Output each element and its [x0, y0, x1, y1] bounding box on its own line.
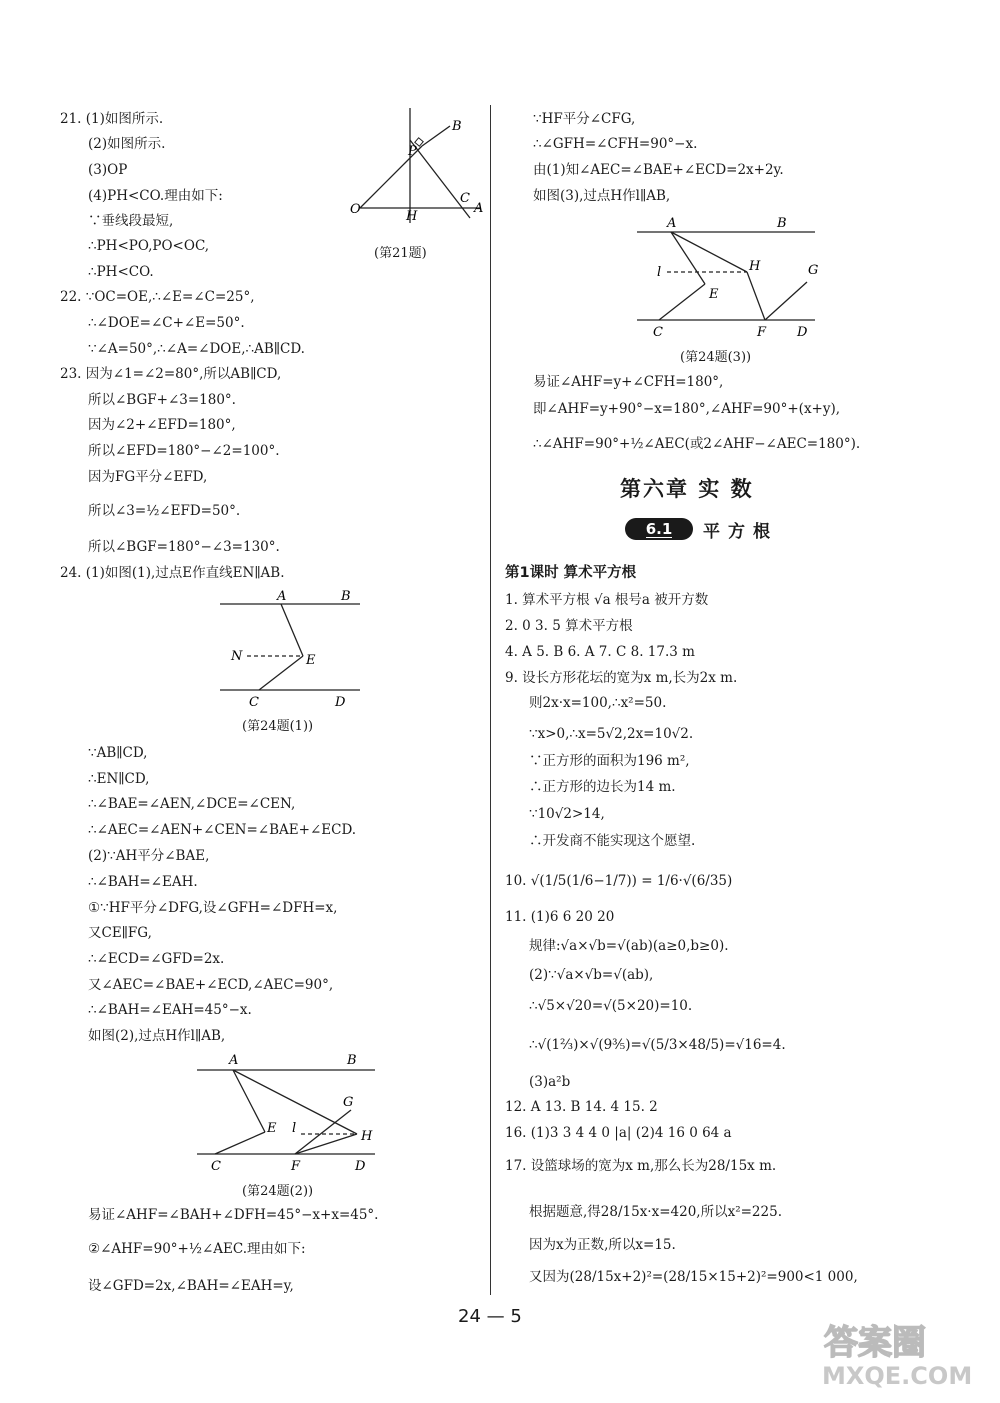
- answer-line: ②∠AHF=90°+½∠AEC.理由如下:: [88, 1241, 306, 1257]
- answer-line: ∴√(1⅔)×√(9⅗)=√(5/3×48/5)=√16=4.: [529, 1037, 786, 1053]
- svg-text:H: H: [406, 209, 418, 224]
- section-title: 平方根: [703, 522, 778, 542]
- answer-line: (3)a²b: [529, 1074, 571, 1090]
- page-number: 24 — 5: [458, 1306, 522, 1327]
- answer-line: 22. ∵OC=OE,∴∠E=∠C=25°,: [60, 289, 255, 305]
- answer-line: (4)PH<CO.理由如下:: [88, 188, 223, 204]
- answer-line: 又因为(28/15x+2)²=(28/15×15+2)²=900<1 000,: [529, 1269, 858, 1285]
- svg-text:A: A: [277, 590, 287, 604]
- svg-text:B: B: [777, 216, 787, 231]
- answer-line: 11. (1)6 6 20 20: [505, 909, 615, 925]
- watermark-top: 答案圈: [824, 1323, 926, 1363]
- answer-line: 根据题意,得28/15x·x=420,所以x²=225.: [529, 1204, 782, 1220]
- svg-text:l: l: [292, 1121, 297, 1136]
- answer-line: (2)∵AH平分∠BAE,: [88, 848, 210, 864]
- answer-line: 如图(3),过点H作l∥AB,: [533, 188, 671, 204]
- answer-line: ∴∠ECD=∠GFD=2x.: [88, 951, 225, 967]
- svg-text:E: E: [306, 653, 316, 668]
- answer-line: 2. 0 3. 5 算术平方根: [505, 618, 633, 634]
- answer-line: 由(1)知∠AEC=∠BAE+∠ECD=2x+2y.: [533, 162, 784, 178]
- svg-text:G: G: [343, 1095, 354, 1110]
- answer-line: ∴∠BAE=∠AEN,∠DCE=∠CEN,: [88, 796, 296, 812]
- answer-line: 4. A 5. B 6. A 7. C 8. 17.3 m: [505, 644, 695, 660]
- svg-text:A: A: [667, 216, 677, 231]
- answer-line: 因为FG平分∠EFD,: [88, 469, 208, 485]
- svg-text:C: C: [249, 695, 259, 710]
- answer-line: 所以∠EFD=180°−∠2=100°.: [88, 443, 280, 459]
- answer-line: 因为∠2+∠EFD=180°,: [88, 417, 236, 433]
- answer-line: ∴∠AHF=90°+½∠AEC(或2∠AHF−∠AEC=180°).: [533, 436, 861, 452]
- figure-24-2-caption: (第24题(2)): [242, 1184, 314, 1199]
- answer-line: ∵∠A=50°,∴∠A=∠DOE,∴AB∥CD.: [88, 341, 305, 357]
- svg-text:C: C: [460, 191, 470, 206]
- svg-text:C: C: [653, 325, 663, 340]
- answer-line: 12. A 13. B 14. 4 15. 2: [505, 1099, 658, 1115]
- answer-line: 又CE∥FG,: [88, 925, 152, 941]
- answer-line: 所以∠BGF=180°−∠3=130°.: [88, 539, 280, 555]
- answer-line: 所以∠3=½∠EFD=50°.: [88, 503, 241, 519]
- svg-text:F: F: [757, 325, 767, 340]
- figure-24-2: [195, 1050, 380, 1175]
- chapter-title: 第六章 实 数: [620, 477, 754, 501]
- answer-line: (2)∵√a×√b=√(ab),: [529, 967, 654, 983]
- answer-line: ∵HF平分∠CFG,: [533, 111, 636, 127]
- svg-text:E: E: [709, 287, 719, 302]
- answer-line: ∴正方形的边长为14 m.: [529, 779, 676, 795]
- answer-line: 10. √(1/5(1/6−1/7)) = 1/6·√(6/35): [505, 873, 733, 889]
- answer-line: ∵AB∥CD,: [88, 745, 148, 761]
- svg-text:D: D: [797, 325, 808, 340]
- figure-24-1: [215, 590, 365, 715]
- answer-line: ∴∠GFH=∠CFH=90°−x.: [533, 136, 698, 152]
- answer-line: ∴∠AEC=∠AEN+∠CEN=∠BAE+∠ECD.: [88, 822, 357, 838]
- answer-line: ∴√5×√20=√(5×20)=10.: [529, 998, 693, 1014]
- watermark-logo: [818, 1318, 983, 1390]
- answer-line: 因为x为正数,所以x=15.: [529, 1237, 676, 1253]
- figure-21-caption: (第21题): [374, 246, 427, 261]
- figure-21: [340, 108, 490, 238]
- svg-text:B: B: [341, 590, 351, 604]
- answer-line: (3)OP: [88, 162, 128, 178]
- answer-line: 如图(2),过点H作l∥AB,: [88, 1028, 226, 1044]
- answer-line: ∴∠DOE=∠C+∠E=50°.: [88, 315, 245, 331]
- answer-line: 又∠AEC=∠BAE+∠ECD,∠AEC=90°,: [88, 977, 334, 993]
- answer-line: ∴∠BAH=∠EAH=45°−x.: [88, 1002, 252, 1018]
- answer-line: 21. (1)如图所示.: [60, 111, 164, 127]
- svg-text:O: O: [350, 202, 361, 217]
- watermark-bottom: MXQE.COM: [822, 1362, 973, 1390]
- svg-text:C: C: [211, 1159, 221, 1174]
- svg-text:N: N: [231, 649, 243, 664]
- lesson-title: 第1课时 算术平方根: [505, 565, 637, 581]
- answer-line: 设∠GFD=2x,∠BAH=∠EAH=y,: [88, 1278, 294, 1294]
- figure-24-3-caption: (第24题(3)): [680, 350, 752, 365]
- answer-line: ∵正方形的面积为196 m²,: [529, 753, 690, 769]
- answer-line: 所以∠BGF+∠3=180°.: [88, 392, 236, 408]
- answer-line: ∵10√2>14,: [529, 806, 605, 822]
- svg-text:B: B: [347, 1053, 357, 1068]
- answer-line: 16. (1)3 3 4 4 0 |a| (2)4 16 0 64 a: [505, 1125, 732, 1141]
- column-divider: [490, 105, 491, 1295]
- svg-text:D: D: [355, 1159, 366, 1174]
- answer-line: 24. (1)如图(1),过点E作直线EN∥AB.: [60, 565, 285, 581]
- answer-line: ∴∠BAH=∠EAH.: [88, 874, 198, 890]
- answer-line: ∴PH<CO.: [88, 264, 154, 280]
- answer-line: ∴开发商不能实现这个愿望.: [529, 833, 696, 849]
- answer-line: ∵垂线段最短,: [88, 213, 174, 229]
- svg-text:B: B: [452, 119, 462, 134]
- section-number-badge: [625, 518, 693, 540]
- answer-line: 易证∠AHF=∠BAH+∠DFH=45°−x+x=45°.: [88, 1207, 379, 1223]
- svg-text:F: F: [291, 1159, 301, 1174]
- section-number: 6.1: [645, 520, 673, 538]
- answer-line: 规律:√a×√b=√(ab)(a≥0,b≥0).: [529, 938, 729, 954]
- svg-text:H: H: [361, 1129, 373, 1144]
- svg-text:l: l: [657, 265, 662, 280]
- figure-24-3: [635, 212, 820, 342]
- answer-line: 23. 因为∠1=∠2=80°,所以AB∥CD,: [60, 366, 282, 382]
- answer-line: (2)如图所示.: [88, 136, 166, 152]
- answer-line: 则2x·x=100,∴x²=50.: [529, 695, 667, 711]
- answer-line: 9. 设长方形花坛的宽为x m,长为2x m.: [505, 670, 738, 686]
- answer-line: 1. 算术平方根 √a 根号a 被开方数: [505, 592, 709, 608]
- svg-text:A: A: [474, 201, 484, 216]
- svg-text:H: H: [749, 259, 761, 274]
- svg-text:A: A: [229, 1053, 239, 1068]
- svg-text:E: E: [267, 1121, 277, 1136]
- answer-line: 即∠AHF=y+90°−x=180°,∠AHF=90°+(x+y),: [533, 401, 841, 417]
- answer-line: ∴EN∥CD,: [88, 771, 150, 787]
- answer-line: 易证∠AHF=y+∠CFH=180°,: [533, 374, 724, 390]
- figure-24-1-caption: (第24题(1)): [242, 719, 314, 734]
- answer-line: 17. 设篮球场的宽为x m,那么长为28/15x m.: [505, 1158, 777, 1174]
- svg-text:D: D: [335, 695, 346, 710]
- answer-line: ①∵HF平分∠DFG,设∠GFH=∠DFH=x,: [88, 900, 338, 916]
- svg-text:G: G: [808, 263, 819, 278]
- svg-text:P: P: [408, 144, 417, 159]
- answer-line: ∴PH<PO,PO<OC,: [88, 238, 210, 254]
- answer-line: ∵x>0,∴x=5√2,2x=10√2.: [529, 726, 694, 742]
